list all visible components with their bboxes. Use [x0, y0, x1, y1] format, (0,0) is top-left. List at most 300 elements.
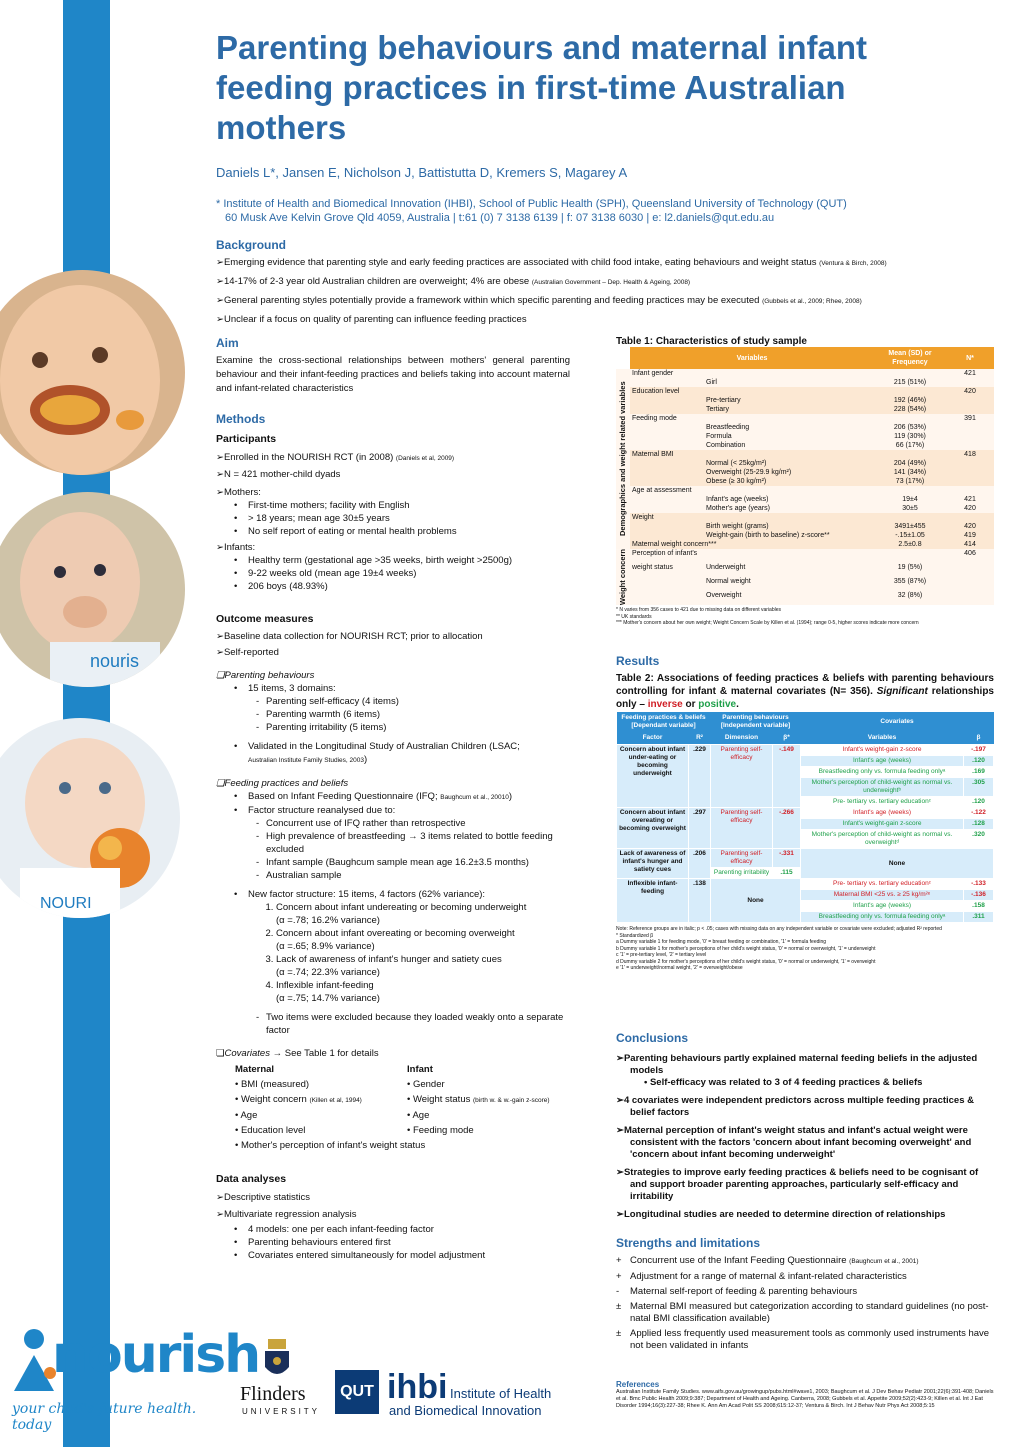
row-label: Infant's age (weeks) — [704, 495, 874, 504]
table-row — [617, 808, 994, 819]
beta-cell: -.149 — [773, 745, 801, 808]
strength-symbol: ± — [616, 1301, 622, 1312]
r2-cell: .138 — [689, 879, 711, 923]
fp-excluded — [216, 1011, 570, 1037]
cell — [630, 504, 704, 513]
conclusion-item — [623, 1095, 994, 1119]
cell-n — [946, 378, 994, 387]
cell — [630, 405, 704, 414]
cov-cell: • Mother's perception of infant's weight status — [235, 1140, 426, 1151]
conclusion-item — [623, 1167, 994, 1203]
conclusion-text: Parenting behaviours partly explained maternal feeding beliefs in the adjusted models — [623, 1053, 978, 1076]
cell-value: 206 (53%) — [874, 423, 946, 432]
side-label: Demographics and weight related variables — [616, 369, 630, 549]
table-row — [617, 879, 994, 890]
citation: (Gubbels et al., 2009; Rhee, 2008) — [762, 298, 862, 305]
cell — [630, 591, 704, 605]
heading-text: Covariates — [224, 1048, 270, 1059]
ihbi-logo — [335, 1370, 585, 1420]
factor-name: Concern about infant overeating or becoming overweight — [276, 928, 515, 939]
table-row — [616, 549, 994, 563]
cell-value: 32 (8%) — [874, 591, 946, 605]
background-item — [216, 313, 1006, 326]
ihbi-line-2: and Biomedical Innovation — [389, 1403, 542, 1418]
cell-value: 73 (17%) — [874, 477, 946, 486]
table-1-notes — [616, 607, 994, 627]
covariate-beta-cell: .311 — [964, 912, 994, 923]
list-item: • Parenting behaviours entered first — [248, 1236, 570, 1249]
cell-value: 204 (49%) — [874, 459, 946, 468]
affiliation — [216, 197, 1006, 225]
list-item: • 4 models: one per each infant-feeding factor — [248, 1223, 570, 1236]
factor-item — [276, 979, 570, 1005]
flinders-subtitle: UNIVERSITY — [242, 1407, 321, 1416]
table-1 — [616, 336, 994, 627]
da-item — [216, 1191, 570, 1204]
caption-text: positive — [698, 699, 737, 710]
da-item — [216, 1208, 570, 1221]
outcome-heading: Outcome measures — [216, 613, 314, 625]
row-label: Underweight — [704, 563, 874, 577]
covariate-beta-cell: -.197 — [964, 745, 994, 756]
citation: (Killen et al, 1994) — [309, 1097, 362, 1104]
table-row — [616, 450, 994, 459]
cov-cell: • Weight concern (Killen et al, 1994) — [235, 1094, 362, 1105]
svg-text:NOURI: NOURI — [40, 895, 92, 912]
table-row — [616, 577, 994, 591]
caption-text: Significant — [876, 686, 928, 697]
results-heading: Results — [616, 654, 660, 668]
covariate-beta-cell: .169 — [964, 767, 994, 778]
strengths-heading: Strengths and limitations — [616, 1236, 761, 1250]
table-note: ** UK standards — [616, 613, 652, 620]
table-header: β* — [773, 732, 801, 745]
strengths-list — [616, 1255, 994, 1352]
factor-name: Inflexible infant-feeding — [276, 980, 374, 991]
factor-item — [276, 901, 570, 927]
covariate-cell: Breastfeeding only vs. formula feeding onlyᵃ — [801, 767, 964, 778]
list-item — [248, 790, 570, 804]
citation: Baughcum et al., 20010 — [440, 794, 509, 801]
table-row — [616, 396, 994, 405]
citation: (birth w. & w.-gain z-score) — [473, 1097, 550, 1104]
covariate-cell: Infant's weight-gain z-score — [801, 745, 964, 756]
author-list: Daniels L*, Jansen E, Nicholson J, Battistutta D, Kremers S, Magarey A — [216, 165, 628, 180]
methods-heading: Methods — [216, 412, 266, 426]
cell-value: 2.5±0.8 — [874, 540, 946, 549]
cov-maternal-header: Maternal — [235, 1064, 275, 1075]
table-header: N* — [946, 347, 994, 369]
table-row — [616, 513, 994, 522]
cell — [874, 387, 946, 396]
cell-n — [946, 513, 994, 522]
citation: (Ventura & Birch, 2008) — [819, 260, 887, 267]
table-row — [616, 477, 994, 486]
list-item: - Parenting warmth (6 items) — [266, 708, 570, 721]
table-note: c '1' = pre-tertiary level, '2' = tertiary level — [616, 952, 707, 958]
table-row — [616, 495, 994, 504]
covariate-beta-cell: .320 — [964, 830, 994, 849]
participants-text: Enrolled in the NOURISH RCT (in 2008) — [223, 452, 394, 463]
covariate-cell: Breastfeeding only vs. formula feeding onlyᵃ — [801, 912, 964, 923]
row-label: Normal weight — [704, 577, 874, 591]
row-label: Mother's age (years) — [704, 504, 874, 513]
caption-text: or — [685, 699, 696, 710]
strength-text: Concurrent use of the Infant Feeding Questionnaire — [630, 1255, 847, 1266]
factor-alpha: (α =.65; 8.9% variance) — [276, 941, 375, 952]
participants-text: Infants: — [223, 542, 256, 553]
table-row — [616, 387, 994, 396]
row-label: Overweight (25-29.9 kg/m²) — [704, 468, 874, 477]
covariate-beta-cell: -.122 — [964, 808, 994, 819]
aim-text: Examine the cross-sectional relationships between mothers' general parenting behaviour and their infant-feeding practices and beliefs taking into account maternal and infant-related characteristics — [216, 355, 570, 394]
poster-title: Parenting behaviours and maternal infant feeding practices in first-time Australian mothers — [216, 29, 867, 146]
cell-value: 19 (5%) — [874, 563, 946, 577]
covariate-cell: Maternal BMI <25 vs. ≥ 25 kg/m²ᵉ — [801, 890, 964, 901]
fp-new-structure — [216, 888, 570, 901]
caption-text: . — [736, 699, 739, 710]
table-header: Mean (SD) or Frequency — [874, 347, 946, 369]
table-header: Factor — [617, 732, 689, 745]
table-row — [616, 378, 994, 387]
cov-cell: • Gender — [407, 1079, 445, 1090]
cell — [874, 486, 946, 495]
conclusion-sub-text: Self-efficacy was related to 3 of 4 feeding practices & beliefs — [649, 1077, 923, 1088]
cell — [630, 396, 704, 405]
list-item: - Australian sample — [266, 869, 570, 882]
table-note: b Dummy variable 1 for mother's perceptions of her child's weight status, '0' = normal or overweight, '1' = underweight — [616, 945, 876, 952]
table-2-grid — [616, 712, 994, 923]
conclusion-item — [623, 1053, 994, 1089]
qut-badge: QUT — [335, 1370, 379, 1414]
covariate-beta-cell: -.133 — [964, 879, 994, 890]
factor-cell: Concern about infant under-eating or becoming underweight — [617, 745, 689, 808]
fp-based-end: ) — [508, 791, 513, 802]
strengths-section — [616, 1236, 994, 1355]
row-label: Normal (< 25kg/m²) — [704, 459, 874, 468]
background-item-text: 14-17% of 2-3 year old Australian children are overweight; 4% are obese — [223, 276, 530, 287]
factor-cell: Lack of awareness of infant's hunger and satiety cues — [617, 849, 689, 879]
table-header: Variables — [801, 732, 964, 745]
group-label: Infant gender — [630, 369, 874, 378]
aim-heading: Aim — [216, 336, 239, 350]
r2-cell: .206 — [689, 849, 711, 879]
row-label: Breastfeeding — [704, 423, 874, 432]
conclusion-text: Maternal perception of infant's weight status and infant's actual weight were consistent with the factors 'concern about infant becoming overweight' and 'concern about infant becoming underweight' — [623, 1125, 972, 1160]
da-sublist — [216, 1223, 570, 1262]
cell-n: 406 — [946, 549, 994, 563]
cell — [874, 549, 946, 563]
data-analyses-heading: Data analyses — [216, 1173, 287, 1185]
outcome-item — [216, 630, 570, 643]
parenting-behaviours-heading — [216, 669, 570, 682]
citation: (Baughcum et al., 2001) — [849, 1258, 919, 1265]
fp-reasons — [216, 817, 570, 882]
cov-text: Gender — [412, 1079, 445, 1090]
ihbi-line-1: Institute of Health — [450, 1386, 552, 1401]
validated-text: Validated in the Longitudinal Study of Australian Children (LSAC; — [248, 741, 520, 752]
nourish-tagline: your child's future health. today — [12, 1401, 197, 1433]
table-note: * Standardized β — [616, 932, 654, 939]
covariate-beta-cell: .305 — [964, 778, 994, 797]
factor-item — [276, 953, 570, 979]
conclusion-text: Longitudinal studies are needed to determine direction of relationships — [623, 1209, 946, 1220]
strength-text: Applied less frequently used measurement tools as commonly used instruments have not been validated in infants — [630, 1328, 990, 1351]
affiliation-line-2: 60 Musk Ave Kelvin Grove Qld 4059, Australia | t:61 (0) 7 3138 6139 | f: 07 3138 6030 | e: l2.daniels@qut.edu.au — [225, 212, 775, 224]
cov-cell: • BMI (measured) — [235, 1079, 310, 1090]
list-item: • Covariates entered simultaneously for model adjustment — [248, 1249, 570, 1262]
table-note: e '1' = underweight/normal weight, '2' = overweight/obese — [616, 965, 743, 971]
covariate-cell: None — [801, 849, 994, 879]
factor-name: Lack of awareness of infant's hunger and satiety cues — [276, 954, 502, 965]
participants-n — [216, 468, 570, 481]
background-heading: Background — [216, 238, 287, 252]
flinders-wordmark: Flinders — [240, 1383, 306, 1405]
conclusion-item — [623, 1125, 994, 1161]
cell-value: 19±4 — [874, 495, 946, 504]
factor-item — [276, 927, 570, 953]
fp-factors — [216, 901, 570, 1005]
cell-n — [946, 441, 994, 450]
table-header: Covariates — [801, 712, 994, 732]
factor-alpha: (α =.75; 14.7% variance) — [276, 993, 380, 1004]
list-item: • 15 items, 3 domains: — [248, 682, 570, 695]
participants-item — [216, 451, 570, 465]
table-1-grid — [616, 347, 994, 605]
list-item — [248, 740, 570, 767]
cell — [630, 495, 704, 504]
table-header-blank — [616, 347, 630, 369]
citation: (Australian Government – Dep. Health & Ageing, 2008) — [531, 279, 691, 286]
beta-cell: -.331 — [773, 849, 801, 868]
strength-item — [616, 1328, 994, 1352]
table-row — [617, 849, 994, 868]
participants-text: Mothers: — [223, 487, 261, 498]
list-item: • Healthy term (gestational age >35 weeks, birth weight >2500g) — [248, 554, 570, 567]
cell-value: 119 (30%) — [874, 432, 946, 441]
cell-n: 419 — [946, 531, 994, 540]
affiliation-line-1: * Institute of Health and Biomedical Innovation (IHBI), School of Public Health (SPH), Queensland University of Technology (QUT) — [216, 198, 847, 210]
table-row — [616, 369, 994, 378]
covariate-beta-cell: .120 — [964, 797, 994, 808]
table-row — [616, 540, 994, 549]
covariate-cell: Pre- tertiary vs. tertiary educationᶜ — [801, 797, 964, 808]
heading-text: Feeding practices and beliefs — [224, 778, 349, 789]
cov-text: Mother's perception of infant's weight status — [240, 1140, 426, 1151]
cov-text: Weight concern — [240, 1094, 307, 1105]
background-item-text: General parenting styles potentially provide a framework within which specific parenting and feeding practices may be executed — [223, 295, 760, 306]
row-label: Weight-gain (birth to baseline) z-score** — [704, 531, 874, 540]
table-row — [616, 563, 994, 577]
citation: Australian Institute Family Studies, 2003 — [248, 757, 364, 764]
strength-symbol: ± — [616, 1328, 622, 1339]
group-label: Perception of infant's — [630, 549, 874, 563]
list-item: - Two items were excluded because they loaded weakly onto a separate factor — [266, 1011, 570, 1037]
cov-text: Weight status — [412, 1094, 471, 1105]
r2-cell: .297 — [689, 808, 711, 849]
cell-value: 192 (46%) — [874, 396, 946, 405]
baby-photo-eating-peach — [0, 718, 180, 918]
cell-value: 66 (17%) — [874, 441, 946, 450]
cell-n: 420 — [946, 504, 994, 513]
strength-symbol: + — [616, 1271, 622, 1282]
conclusions-section — [616, 1031, 994, 1227]
strength-item — [616, 1301, 994, 1325]
covariate-beta-cell: .120 — [964, 756, 994, 767]
group-label: Weight — [630, 513, 874, 522]
covariates-see: → See Table 1 for details — [272, 1048, 379, 1059]
group-label: Age at assessment — [630, 486, 874, 495]
table-note: a Dummy variable 1 for feeding mode, '0' = breast feeding or combination, '1' = formula feeding — [616, 939, 827, 945]
factor-name: Concern about infant undereating or becoming underweight — [276, 902, 527, 913]
row-label: Tertiary — [704, 405, 874, 414]
covariate-cell: Infant's age (weeks) — [801, 756, 964, 767]
table-row — [616, 522, 994, 531]
background-item-text: Unclear if a focus on quality of parenting can influence feeding practices — [223, 314, 527, 325]
list-item: - High prevalence of breastfeeding → 3 items related to bottle feeding excluded — [266, 830, 570, 856]
cell-n — [946, 477, 994, 486]
table-header: Variables — [630, 347, 874, 369]
cell-n: 391 — [946, 414, 994, 423]
table-2-notes — [616, 926, 994, 972]
left-column — [216, 336, 570, 1262]
table-row — [616, 405, 994, 414]
background-item — [216, 275, 1006, 289]
list-item: • > 18 years; mean age 30±5 years — [248, 512, 570, 525]
row-label: Birth weight (grams) — [704, 522, 874, 531]
table-row — [616, 468, 994, 477]
row-label: Combination — [704, 441, 874, 450]
caption-text: inverse — [647, 699, 683, 710]
strength-text: Maternal BMI measured but categorization according to standard guidelines (no post-natal BMI classification available) — [630, 1301, 989, 1324]
conclusions-list — [616, 1053, 994, 1221]
table-note: Note: Reference groups are in italic; p < .05; cases with missing data on any independent variable or covariate were excluded; adjusted R² reported — [616, 926, 942, 932]
row-label: Girl — [704, 378, 874, 387]
table-header: β — [964, 732, 994, 745]
outcome-text: Self-reported — [223, 647, 279, 658]
cov-text: Feeding mode — [412, 1125, 474, 1136]
citation: (Daniels et al, 2009) — [395, 455, 455, 462]
table-note: d Dummy variable 2 for mother's perceptions of her child's weight status, '0' = normal or underweight, '1' = overweight — [616, 958, 876, 965]
strength-text: Maternal self-report of feeding & parenting behaviours — [630, 1286, 858, 1297]
list-item: • 9-22 weeks old (mean age 19±4 weeks) — [248, 567, 570, 580]
table-header: R² — [689, 732, 711, 745]
cell — [630, 477, 704, 486]
beta-cell: -.266 — [773, 808, 801, 849]
cell-n — [946, 423, 994, 432]
cell-value: 3491±455 — [874, 522, 946, 531]
cov-text: Education level — [240, 1125, 306, 1136]
cell — [630, 468, 704, 477]
table-row — [616, 423, 994, 432]
cell — [946, 577, 994, 591]
cell-n: 420 — [946, 387, 994, 396]
heading-text: Parenting behaviours — [224, 670, 315, 681]
conclusions-heading: Conclusions — [616, 1031, 689, 1045]
cell — [630, 459, 704, 468]
list-item: • Factor structure reanalysed due to: — [248, 804, 570, 817]
caption-text: relationships only – — [616, 686, 994, 710]
cov-cell: • Education level — [235, 1125, 306, 1136]
covariate-cell: Infant's age (weeks) — [801, 808, 964, 819]
cell — [874, 513, 946, 522]
cell-n — [946, 459, 994, 468]
side-label: Weight concern — [616, 549, 630, 605]
strength-symbol: + — [616, 1255, 622, 1266]
cell: weight status — [630, 563, 704, 577]
row-label: Overweight — [704, 591, 874, 605]
infants-list — [216, 554, 570, 593]
cell-n — [946, 486, 994, 495]
cov-cell: • Age — [235, 1110, 258, 1121]
table-row — [616, 531, 994, 540]
cov-text: BMI (measured) — [240, 1079, 310, 1090]
baby-photo-smiling — [0, 270, 185, 475]
cell-value: 355 (87%) — [874, 577, 946, 591]
strength-item — [616, 1255, 994, 1268]
covariate-beta-cell: -.136 — [964, 890, 994, 901]
results-section — [616, 654, 994, 972]
covariate-cell: Mother's perception of child-weight as normal vs. overweightᵈ — [801, 830, 964, 849]
cell-value: 228 (54%) — [874, 405, 946, 414]
cell-n: 420 — [946, 522, 994, 531]
table-row — [616, 591, 994, 605]
nourish-logo — [10, 1325, 260, 1433]
participants-heading: Participants — [216, 433, 277, 445]
background-item-text: Emerging evidence that parenting style and early feeding practices are associated with child food intake, eating behaviours and weight status — [223, 257, 817, 268]
outcome-text: Baseline data collection for NOURISH RCT; prior to allocation — [223, 631, 483, 642]
table-row — [617, 745, 994, 756]
mothers-label — [216, 486, 570, 499]
group-label: Feeding mode — [630, 414, 874, 423]
table-row — [616, 441, 994, 450]
references-heading: References — [616, 1380, 660, 1389]
factor-cell: Concern about infant overeating or becoming overweight — [617, 808, 689, 849]
cell — [874, 369, 946, 378]
cell-n — [946, 468, 994, 477]
pb-domains — [216, 695, 570, 734]
table-2-caption — [616, 672, 994, 711]
cov-infant-header: Infant — [407, 1064, 433, 1075]
fp-list — [216, 790, 570, 817]
list-item: - Parenting self-efficacy (4 items) — [266, 695, 570, 708]
cell — [630, 522, 704, 531]
covariate-cell: Pre- tertiary vs. tertiary educationᶜ — [801, 879, 964, 890]
table-note: * N varies from 356 cases to 421 due to missing data on different variables — [616, 607, 781, 614]
list-item: • 206 boys (48.93%) — [248, 580, 570, 593]
cell — [630, 441, 704, 450]
table-header: Dimension — [711, 732, 773, 745]
group-label: Maternal BMI — [630, 450, 874, 459]
validated-end: ) — [363, 754, 368, 765]
list-item: - Parenting irritability (5 items) — [266, 721, 570, 734]
table-row — [616, 459, 994, 468]
group-label: Education level — [630, 387, 874, 396]
list-item: - Concurrent use of IFQ rather than retrospective — [266, 817, 570, 830]
cell — [874, 450, 946, 459]
list-item: • First-time mothers; facility with English — [248, 499, 570, 512]
cov-cell: • Feeding mode — [407, 1125, 474, 1136]
feeding-practices-heading — [216, 777, 570, 790]
cell-value: -.15±1.05 — [874, 531, 946, 540]
strength-symbol: - — [616, 1286, 620, 1297]
baby-photo-hand-in-mouth — [0, 492, 185, 687]
covariate-cell: Infant's age (weeks) — [801, 901, 964, 912]
dimension-cell: Parenting self-efficacy — [711, 849, 773, 868]
cell-value: 215 (51%) — [874, 378, 946, 387]
cov-text: Age — [412, 1110, 430, 1121]
caption-text: Table 2: Associations of feeding practices & beliefs with parenting behaviours controlling for infant & maternal covariates (N= 356). — [616, 673, 994, 697]
